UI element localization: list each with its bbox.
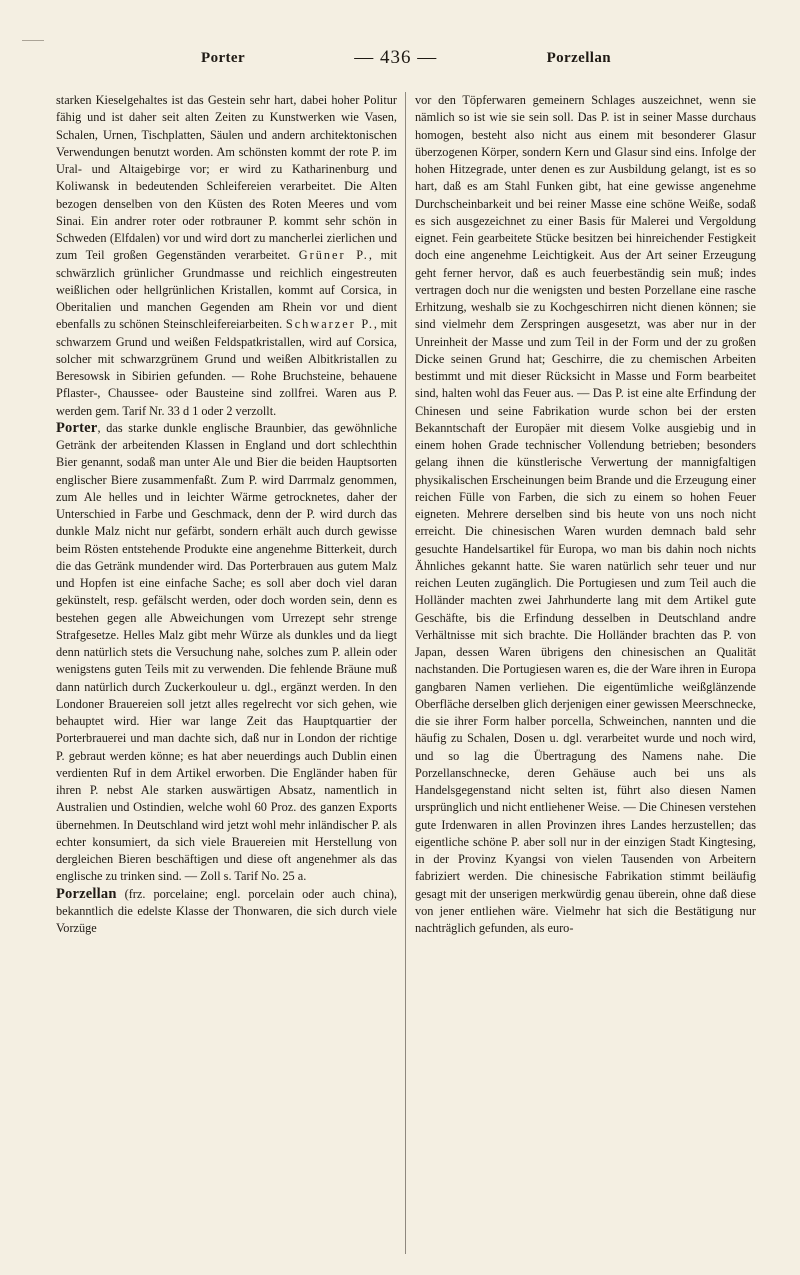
headword-porter: Porter	[56, 419, 98, 436]
corner-mark	[22, 40, 44, 41]
porphyr-text: starken Kieselgehaltes ist das Gestein sehr hart, dabei hoher Politur fähig und ist daher seit alten Zeiten zu Kunstwerken wie Vasen, Schalen, Urnen, Tischplatten, Säulen und andern architektonischen Verwendungen benutzt worden. Am schönsten kommt der rote P. im Ural- und Altaigebirge vor; er wird zu Katharinenburg und Koliwansk in bedeutenden Schleifereien verarbeitet. Die Alten bezogen denselben von den Küsten des Roten Meeres und vom Sinai. Ein andrer roter oder rotbrauner P. kommt sehr schön in Schweden (Elfdalen) vor und wird dort zu mancherlei zierlichen und zum Teil großen Gegenständen verarbeitet.	[56, 93, 397, 263]
left-column	[56, 92, 397, 937]
porzellan-continuation: vor den Töpferwaren gemeinern Schlages auszeichnet, wenn sie nämlich so ist wie sie sein soll. Das P. ist in seiner Masse durchaus homogen, besteht also nicht aus einem mit besonderer Glasur überzogenen Körper, sondern Kern und Glasur sind eins. Infolge der hohen Hitzegrade, unter denen es zur Ausbildung gelangt, ist es so hart, daß es am Stahl Funken gibt, hat eine gewisse angenehme Durchscheinbarkeit und bei reiner Masse eine schöne Weiße, sodaß es sich ausgezeichnet zu einer Basis für Malerei und Vergoldung eignet. Fein gearbeitete Stücke besitzen bei hinreichender Festigkeit doch eine angenehme Leichtigkeit. Aus der Art seiner Erzeugung geht ferner hervor, daß es auch feuerbeständig sein muß; indes vertragen doch nur die wenigsten und besten Porzellane eine rasche Erhitzung, weshalb sie zu Kochgeschirren nicht dienen können; sie sind vielmehr dem Zerspringen ausgesetzt, was aber nur in der Unreinheit der Masse und zum Teil in der Form und der zu großen Dicke seinen Grund hat; Geschirre, die zu chemischen Arbeiten bestimmt und mit dieser Rücksicht in Masse und Form bearbeitet sind, halten wohl das Feuer aus. — Das P. ist eine alte Erfindung der Chinesen und seine Fabrikation wurde schon bei der ersten Bekanntschaft der Europäer mit diesem Volke ausgiebig und in einem hohen Grade technischer Vollendung betrieben; besonders gelang ihnen die künstlerische Verwertung der mannigfaltigen physikalischen Erscheinungen beim Brande und die Erzeugung einer reichen Fülle von Farben, die sich zu einem so hohen Feuer eigneten. Mehrere derselben sind bis heute von uns noch nicht erreicht. Die chinesischen Waren wurden demnach bald sehr gesuchte Handelsartikel für Europa, wo man bis dahin noch nichts Ähnliches gekannt hatte. Sie waren natürlich sehr teuer und nur reichen Leuten zugänglich. Die Portugiesen und zum Teil auch die Holländer machten zwei Jahrhunderte lang mit dem Artikel gute Geschäfte, bis die Erfindung desselben in Deutschland andre Verhältnisse mit sich brachte. Die Holländer brachten das P. von Japan, dessen Waren übrigens den chinesischen an Qualität nachstanden. Die Portugiesen waren es, die der Ware ihren in Europa gangbaren Namen verliehen. Die eigentümliche weißglänzende Oberfläche derselben glich derjenigen einer gewissen Meerschnecke, die sie ihrer Form halber porcella, Schweinchen, nannten und die häufig zu Schalen, Dosen u. dgl. verarbeitet wurde und noch wird, und so lag die Übertragung des Namens nahe. Die Porzellanschnecke, deren Gehäuse auch bei uns als Handelsgegenstand nicht selten ist, führt also diesen Namen ursprünglich und nicht entliehener Weise. — Die Chinesen verstehen gute Irdenwaren in allen Provinzen ihres Landes herzustellen; das eigentliche schöne P. aber soll nur in der einzigen Stadt Kingtesing, in der Provinz Kyangsi von vielen Tausenden von Arbeitern fabriziert werden. Die chinesische Fabrikation stimmt beiläufig gesagt mit der unserigen merkwürdig genau überein, ohne daß diese von jener entliehen wäre. Vielmehr hat sich die Bestätigung nur nachträglich gefunden, als euro-	[415, 93, 756, 935]
gruener-text: , mit schwärzlich grünlicher Grundmasse und reichlich eingestreuten weißlichen oder hellgrünlichen Kristallen, kommt auf Corsica, in Oberitalien und manchen Gegenden am Rhein vor und dient ebenfalls zu schönen Steinschleifereiarbeiten.	[56, 248, 398, 332]
gruener-label: Grüner P.	[298, 248, 369, 263]
schwarzer-text: , mit schwarzem Grund und weißen Feldspatkristallen, wird auf Corsica, solcher mit schwarzgrünem Grund und weißen Albitkristallen zu Beresowsk in Sibirien gefunden. — Rohe Bruchsteine, behauene Pflaster-, Chaussee- oder Bausteine sind zollfrei. Waren aus P. werden gem. Tarif Nr. 33 d 1 oder 2 verzollt.	[56, 317, 397, 418]
page-number: — 436 —	[354, 47, 438, 68]
header-right-term: Porzellan	[546, 49, 611, 66]
entry-porzellan	[56, 886, 397, 938]
headword-porzellan: Porzellan	[56, 885, 117, 902]
page-header	[56, 44, 756, 72]
entry-porter	[56, 420, 397, 886]
porzellan-text: (frz. porcelaine; engl. porcelain oder auch china), bekanntlich die edelste Klasse der Thonwaren, die sich durch viele Vorzüge	[56, 886, 397, 935]
porter-text: , das starke dunkle englische Braunbier, das gewöhnliche Getränk der arbeitenden Klassen in England und dort schlechthin Bier genannt, sodaß man unter Ale und Bier die beiden Hauptsorten englischer Biere zusammenfaßt. Zum P. wird Darrmalz genommen, zum Ale helles und in leichter Wärme getrocknetes, daher der Unterschied in Farbe und Geschmack, denn der P. wird durch das dunkle Malz nicht nur gefärbt, sondern erhält auch durch gewisse beim Rösten entstehende Produkte eine angenehme Bitterkeit, durch die das Getränk mundender wird. Das Porterbrauen aus gutem Malz und Hopfen ist eine einfache Sache; es soll aber doch viel daran gekünstelt, resp. gefälscht werden, oder doch worden sein, denn es bestehen gegen alle Abweichungen vom Urrezept sehr strenge Strafgesetze. Helles Malz gibt mehr Würze als dunkles und da liegt denn natürlich stets die Versuchung nahe, solches zum P. allein oder wenigstens guten Teils mit zu verwenden. Die fehlende Bräune muß dann natürlich durch Zuckerkouleur u. dgl., ergänzt werden. In den Londoner Brauereien soll jetzt alles regelrecht vor sich gehen, wie behauptet wird. Hier war lange Zeit das Hauptquartier der Porterbrauerei und man dachte sich, daß nur in London der richtige P. gebraut werden könne; es hat aber neuerdings auch Dublin einen verdienten Ruf in dem Artikel erworben. Die Engländer haben für ihren P. nebst Ale starken auswärtigen Absatz, namentlich in Australien und Ostindien, welche wohl 60 Proz. des ganzen Exports übernehmen. In Deutschland wird jetzt wohl mehr inländischer P. als echter konsumiert, da sich viele Brauereien mit Herstellung von dergleichen Bieren beschäftigen und diese oft angenehmer als das englische zu trinken sind. — Zoll s. Tarif No. 25 a.	[56, 420, 397, 884]
schwarzer-label: Schwarzer P.	[285, 317, 374, 332]
header-left-term: Porter	[201, 49, 246, 66]
right-column	[415, 92, 756, 937]
text-columns	[56, 92, 756, 937]
entry-porphyr-continuation	[56, 92, 397, 420]
